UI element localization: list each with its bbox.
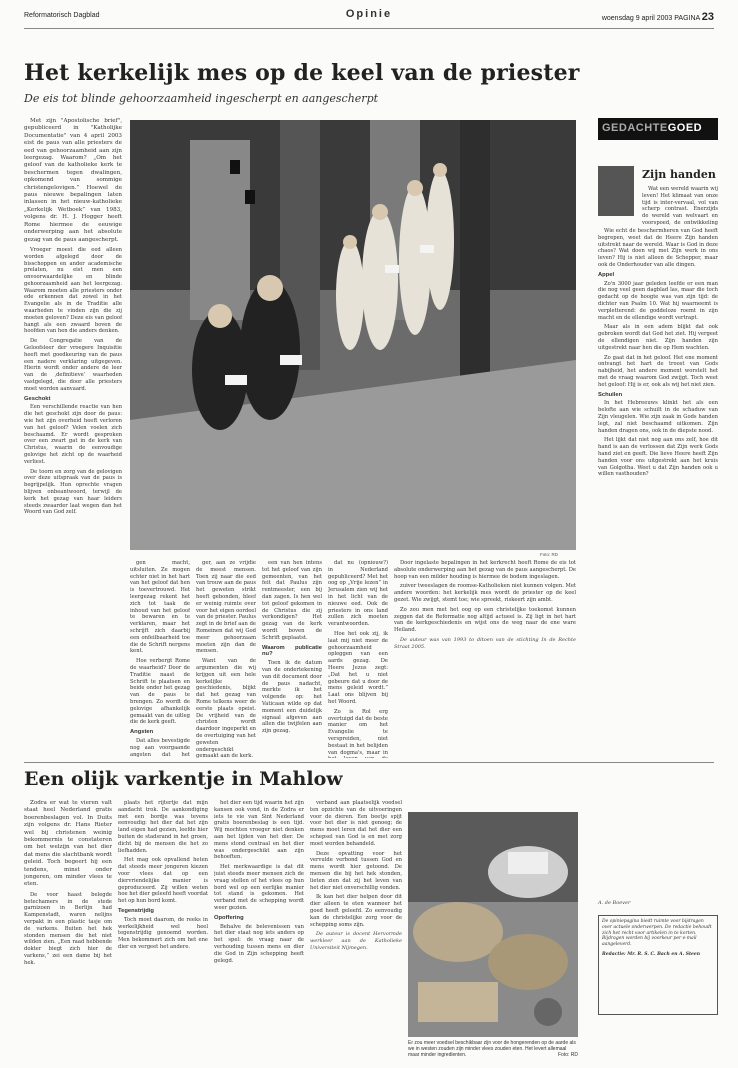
- subheading: Opoffering: [214, 914, 244, 921]
- paragraph: De toorn en zorg van de gelovigen over deze uitspraak van de paus is begrijpelijk. Hun oprechte vragen blijven onbeantwoord, terwijl de kerk het gezag van haar leiders steeds zwaarder laat wegen dan het Woord van God zelf.: [24, 468, 122, 516]
- sidebar-title: GEDACHTEGOED: [598, 118, 718, 140]
- article-headline: Het kerkelijk mes op de keel van de priester: [24, 60, 580, 86]
- paragraph: Zodra er wat te vieren valt staat heel Nederland gratis boerenbeslagen vol. In Duits zijn volgens dr. Hans Rieter wel bij christenen weinig bekommernis te constateren om het welzijn van het dier dat mens die slachtbank wordt geleid. Toch begeert hij een tendens, minst onder jongeren, om minder vlees te eten.: [24, 800, 112, 888]
- bread-photo-illustration: [408, 812, 578, 1037]
- article2-headline: Een olijk varkentje in Mahlow: [24, 768, 343, 790]
- subheading: Angsten: [130, 729, 154, 736]
- publication-name: Reformatorisch Dagblad: [24, 12, 100, 19]
- article2-column-2: [118, 800, 208, 1050]
- article2-column-1: [24, 800, 112, 1050]
- paragraph: Deze opvatting voor het vervulde verbond tussen God en mens wordt hier getoond. De mensen die bij het hek stonden, lieten zien dat zij het leven van het dier niet onverschillig vonden.: [310, 850, 402, 891]
- subheading: Schuilen: [598, 391, 623, 398]
- article2-column-3: [214, 800, 304, 1050]
- monks-photo-illustration: [130, 120, 576, 550]
- paragraph: Toen ik de datum van de ondertekening van dit document door de paus nadacht, merkte ik het volgende op: het Vaticaan wilde op dat moment een duidelijk signaal afgeven aan allen die twijfelen aan zijn gezag.: [262, 660, 322, 735]
- article-column-4: [196, 560, 256, 758]
- article-column-1: [24, 118, 122, 758]
- paragraph: Dat alles bevestigde nog aan voorgaande angsten dat het: [130, 737, 190, 758]
- paragraph: In het Hebreeuws klinkt het als een belofte aan wie schuilt in de schaduw van Zijn vleugelen. Wie zijn zaak in Gods handen legt, zal niet beschaamd uitkomen. Zijn handen dragen ons, ook in de diepste nood.: [598, 400, 718, 434]
- subheading: Waarom publicatie nu?: [262, 644, 322, 658]
- paragraph: De Congregatie van de Geloofsleer der vroegere Inquisitie heeft met goedkeuring van de paus een nadere verklaring uitgegeven. Hierin wordt onder andere de leer van de ‚definitieve’ waarheden vastgelegd, die door alle priesters moet worden aanvaard.: [24, 338, 122, 392]
- article-column-7: [394, 560, 576, 758]
- author-note: De auteur is docent Hervormde werkleer aan de Katholieke Universiteit Nijmegen.: [310, 931, 402, 951]
- paragraph: dat nu (opnieuw?) in Nederland gepubliceerd? Met het oog op „Vrije lezen” in Jerusalem zien wij het in het licht van de nieuwe eed. Ook de priesters in ons land zullen zich moeten verantwoorden.: [328, 560, 388, 628]
- photo-credit: Foto: RD: [540, 552, 559, 557]
- paragraph: Zo is Rol erg overtuigd dat de beste manier om het Evangelie te verspreiden, niet bestaat in het belijden van dogma's, maar in: [328, 708, 388, 756]
- subheading: Appel: [598, 271, 615, 278]
- bread-photo: [408, 812, 578, 1037]
- paragraph: Het merkwaardige is dat dit juist steeds meer mensen zich de vraag stellen of het vlees op hun bord wel op een eerlijke manier tot stand is gekomen. Het verband met de schepping wordt weer gezien.: [214, 864, 304, 911]
- paragraph: Zo zou men met het oog op een christelijke toekomst kunnen zeggen dat de Reformatie nog altijd actueel is. Zij ligt in het hart van de kerkgeschiedenis en wijst ons de weg naar de ene ware Heiland.: [394, 606, 576, 634]
- subheading: Geschokt: [24, 395, 51, 402]
- section-name: Opinie: [345, 8, 393, 20]
- paragraph: ger, aan ze vrijdie de meest mensen. Toen zij naar die eed van trouw aan de paus het geweten strikt heeft gebonden, bleef er weinig ruimte over voor het eigen oordeel van de priester. Paulus zegt in de brief aan de Romeinen dat wij God meer gehoorzaam moeten zijn dan de mensen.: [196, 560, 256, 655]
- page-header: [24, 8, 714, 29]
- author-portrait: [598, 166, 634, 216]
- paragraph: De voor haast belegde betechamers in de stede garnizoen in Berlijn had Kampenstadt, waren nelijns verpakt in een plastic tasje om de varkens. Buiten het hek stonden mensen die het niet wilden zien. „Een raad hebbende dokter biegt zich hier de varkens,” zei een dame bij het hek.: [24, 891, 112, 966]
- paragraph: Het mag ook opvallend heten dat steeds meer jongeren kiezen voor vlees dat op een diervriendelijke manier is geproduceerd. Zij willen weten hoe het dier geleefd heeft voordat het op hun bord komt.: [118, 857, 208, 905]
- page-date: woensdag 9 april 2003 PAGINA 23: [601, 11, 714, 23]
- paragraph: Behalve de belevenissen van het dier staat nog iets anders op het spel: de vraag naar de verhouding tussen mens en dier die God in Zijn schepping heeft gelegd.: [214, 923, 304, 964]
- author-note: De auteur was van 1993 to ditoen van de stichting In de Rechte Straat 2005.: [394, 636, 576, 650]
- caption-credit: Foto: RD: [557, 1052, 578, 1059]
- article-column-3: [130, 560, 190, 758]
- paragraph: zuiver tweeslagen de roomse-Katholieken niet kunnen volgen. Met andere woorden: het kerkelijk mes wordt de priester op de keel gezet. Wie zwijgt, stemt toe; wie spreekt, riskeert zijn ambt.: [394, 583, 576, 603]
- paragraph: Maar als in een adem blijkt dat ook gebroken wordt dat God het ziet. Hij vergeet de ellendigen niet. Zijn handen zijn uitgestrekt naar hen die op Hem wachten.: [598, 324, 718, 351]
- paragraph: Ik kan het dier helpen door dit dier alleen te eten wanneer het goed heeft geleefd. Zo eenvoudig kan de christelijke zorg voor de schepping soms zijn.: [310, 894, 402, 928]
- paragraph: Wie echt de beschermheren van God heeft begrepen, weet dat de Heere Zijn handen uitstrekt naar de wereld. Waar is God in deze chaos? Wat doen wij met Zijn werk in ons leven? Hij is niet alleen de Schepper, maar ook de Onderhouder van alle dingen.: [598, 228, 718, 268]
- sidebar-heading: Zijn handen: [642, 168, 716, 181]
- paragraph: Zo'n 3000 jaar geleden leefde er een man die nog veel geen dagblad las, maar die toch gedacht op de hoogte was van zijn tijd: de dichter van Psalm 10. Wat hij waarneemt is verpletterend: de goddeloze roemt in zijn macht en de ellendige wordt vertrapt.: [598, 280, 718, 321]
- article2-column-4: [310, 800, 402, 1050]
- editor-credit: Redactie: Mr. R. S. C. Bach en A. Steen: [602, 951, 701, 957]
- paragraph: gen macht, uitsluiten. Ze mogen echter niet in het hart van het geloof dat hen is toevertrouwd. Het leergezag rekent het zich tot taak de inhoud van het geloof te bewaren en te verklaren, maar het schrijft zich daarbij een onfeilbaarheid toe die de Schrift nergens kent.: [130, 560, 190, 655]
- paragraph: Met zijn "Apostolische brief", gepubliceerd in "Katholijke Documentatie" van 4 april 2003 eist de paus van alle priesters de eed van gehoorzaamheid aan zijn leergezag. Waarom? „Om het geloof van de katholieke kerk te beschermen tegen dwalingen, opkomend van sommige christengelovigen.” Hoewel de paus nieuwe bepalingen laten inlassen in het nieuw-katholieke „Kerkelijk Wetboek” van 1983, volgens dr. H. J. Hogger heeft Rome hiermee de eeuwige onderwerping aan het absolute gezag van de paus aangescherpt.: [24, 118, 122, 243]
- paragraph: Hoe het ook zij, ik laat mij niet meer de gehoorzaamheid opleggen van een aards gezag. De Heere Jezus zegt: „Dat het u niet gebeure dat u door de mens geleid wordt.” Laat ons blijven bij het Woord.: [328, 630, 388, 705]
- monks-photo: [130, 120, 576, 550]
- paragraph: verband aan plaatselijk voedsel ten opzichte van de uitvoeringen voor de dieren. Een beetje spijt voor het dier is niet genoeg; de mens moet leren dat het dier een schepsel van God is en met zorg moet worden behandeld.: [310, 800, 402, 847]
- article-column-5: [262, 560, 322, 758]
- paragraph: een van hen intens tot het geloof van zijn gemeenten, van het feit dat Paulus zijn rentmeester, een bij dan zagen. Is hen wel tot geloof gekomen in de Christus die zij verkondigen? Het gezag van de kerk wordt boven de Schrift geplaatst.: [262, 560, 322, 641]
- sidebar-author: A. de Boever: [598, 900, 631, 906]
- paragraph: Wat een wereld waarin wij leven! Het klimaat van onze tijd is inter-vervaal, vol van scherp contrast. Enerzijds de wereld van welvaart en voorspoed, de ontwikkeling: [642, 186, 718, 226]
- sidebar-intro: [642, 186, 718, 226]
- paragraph: Een verschillende reactie van hen die het geschokt zijn door de paus: wie het zijn overheid heeft verloren van het geloof? Velen voelen zich beschaamd. Er wordt gesproken over een zwart gat in de kerk van Christus, waarin de eenvoudige gelovige het zicht op de waarheid verliest.: [24, 404, 122, 465]
- paragraph: Hoe verbergt Rome de waarheid? Door de Traditie naast de Schrift te plaatsen en beide onder het gezag van de paus te brengen. Zo wordt de gelovige afhankelijk gemaakt van de uitleg die de kerk geeft.: [130, 658, 190, 726]
- info-box: [598, 915, 718, 1015]
- article-subhead: De eis tot blinde gehoorzaamheid ingescherpt en aangescherpt: [24, 92, 379, 105]
- paragraph: plaats het rijtertje dat mijn aandacht trok. De aankondiging met een bordje was tevens eenvoudig: het dier dat het zijn land eigen had gezien, leefde hier buiten de stadsrand in het groen, dicht bij de mensen die het zo liefhadden.: [118, 800, 208, 854]
- section-divider: [24, 762, 714, 763]
- page-number: 23: [701, 11, 714, 23]
- sidebar-column: [598, 118, 718, 906]
- paragraph: Het lijkt dat niet nog aan ons zelf, hoe dit hand is aan de verlossen dat Zijn werk Gods hand ziet en geeft. Die lieve Heere heeft Zijn handen voor ons uitgestrekt aan het kruis van Golgotha. Weet u dat Zijn handen ook u willen vasthouden?: [598, 437, 718, 478]
- photo-caption: Er zou meer voedsel beschikbaar zijn voor de hongerenden op de aarde als we in westen zouden zijn minder vlees zouden eten. Het levert allemaal maar minder ingredienten. Foto: RD: [408, 1040, 578, 1059]
- sidebar-body: [598, 228, 718, 748]
- info-text: De opiniepagina biedt ruimte voor bijdragen over actuele onderwerpen. De redactie behoudt zich het recht voor artikelen in te korten. Bijdragen worden bij voorkeur per e-mail aangeleverd.: [602, 919, 712, 948]
- paragraph: Toch moet daarom, de reeks in werkelijkheid wel heel tegenstrijdig genoemd worden. Men bekommert zich om het ene dier en vergeet het andere.: [118, 916, 208, 950]
- paragraph: Want van de argumenten die wij krijgen uit een hele kerkelijke geschiedenis, blijkt dat het gezag van Rome telkens weer de eerste plaats opeist. De vrijheid van de christen wordt daardoor ingeperkt en de overtuiging van het geweten ondergeschikt gemaakt aan de kerk.: [196, 658, 256, 758]
- paragraph: Vroeger moest die eed alleen worden afgelegd door de bisschoppen en ander academische prelaten, nu eist men een onvoorwaardelijke en blinde gehoorzaamheid aan het leergezag. Waarom moeten alle priesters onder ede erkennen dat zowel in het Evangelie als in de Traditie alle waarheden te vinden zijn die zij moeten geloven? Deze eis van geloof hangt als een zwaard boven de hoofden van hen die anders denken.: [24, 246, 122, 335]
- paragraph: Door ingelaste bepalingen in het kerkrecht heeft Rome de eis tot absolute onderwerping aan het gezag van de paus aangescherpt. De hoop van een milder houding is hiermee de bodem ingeslagen.: [394, 560, 576, 580]
- paragraph: Zo gaat dat in het geloof. Het ene moment ontvangt het hart de troost van Gods nabijheid, het andere moment worstelt het met de vraag waarom God zwijgt. Toch weet het geloof: Hij is er, ook als wij het niet zien.: [598, 354, 718, 388]
- article-column-6: [328, 560, 388, 758]
- subheading: Tegenstrijdig: [118, 907, 154, 914]
- paragraph: het dier een tijd waarin het zijn kansen ook vond, in de Zodra er iets te vie van Sint Nederland gratis boerenbeslag is een tijd. Wij mochten vroeger niet denken aan het lijden van het dier. De mens stond centraal en het dier was ondergeschikt aan zijn behoeften.: [214, 800, 304, 861]
